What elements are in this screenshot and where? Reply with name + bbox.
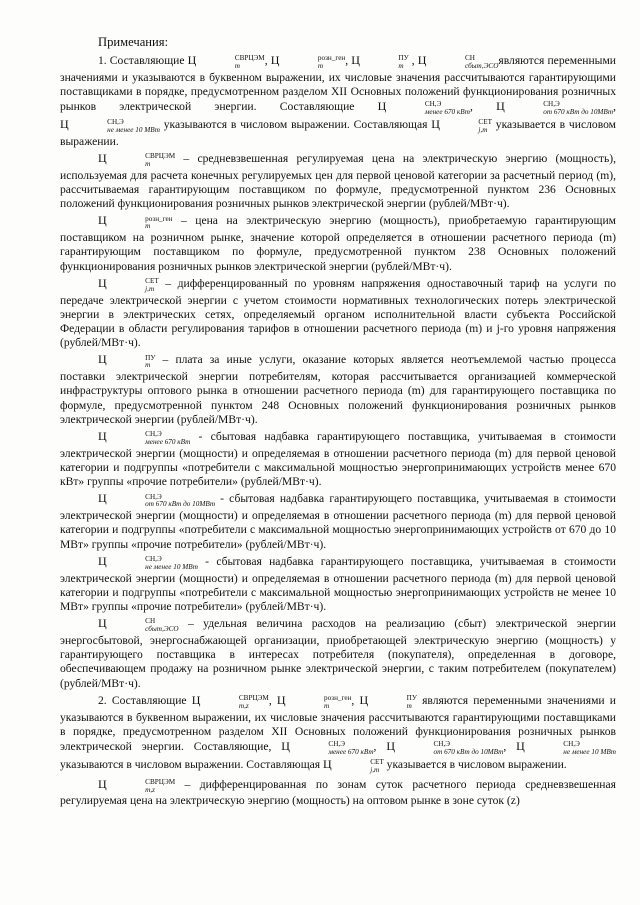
symbol-base: Ц — [270, 53, 280, 67]
formula-symbol — [98, 275, 159, 293]
symbol-base: Ц — [323, 756, 332, 771]
formula-symbol — [98, 553, 198, 571]
symbol-superscript: СН,Э — [145, 430, 162, 439]
symbol-base: Ц — [187, 53, 197, 67]
symbol-subscript: не менее 10 МВт — [107, 126, 160, 134]
formula-symbol — [281, 739, 374, 757]
formula-symbol — [377, 99, 470, 117]
symbol-subscript: m — [324, 701, 330, 710]
symbol-base: Ц — [377, 99, 387, 114]
symbol-superscript: СН,Э — [328, 740, 345, 749]
paragraph-text: являются переменными значениями и указываются в буквенном выражении, их числовые значения рассчитываются гарантирующими поставщиками в порядке, предусмотренном разделом XII Основных положений функционирования розничных рынков электрической энергии. Составляющие, — [60, 693, 616, 754]
symbol-subscript: m — [406, 701, 412, 710]
formula-symbol — [187, 53, 265, 70]
paragraph-text: 2. Составляющие — [98, 693, 192, 707]
paragraph-text: указывается в числовом выражении. — [60, 118, 617, 148]
paragraph-text: , — [469, 100, 497, 114]
symbol-subscript: менее 670 кВт — [145, 438, 191, 447]
symbol-base: Ц — [351, 53, 360, 67]
paragraph-text: , — [351, 693, 360, 707]
paragraph-text: , — [345, 54, 352, 67]
paragraph-text: – дифференцированная по зонам суток расчетного периода средневзвешенная регулируемая цена на электрическую энергию (мощность) на оптовом рынке в зоне суток (z) — [60, 777, 616, 808]
symbol-subscript: менее 670 кВт — [328, 748, 374, 757]
symbol-subscript: не менее 10 МВт — [145, 562, 198, 571]
symbol-subscript: сбыт,ЭСО — [464, 62, 499, 70]
symbol-base: Ц — [281, 739, 290, 754]
paragraph-text: – плата за иные услуги, оказание которых является неотъемлемой частью процесса поставки электрической энергии потребителям, которая рассчитывается организацией коммерческой инфраструктуры оптового рынка в отношении расчетного периода (m) для гарантирующего поставщика по формуле, предусмотренной пунктом 248 Основных положений функционирования розничных рынков электрической энергии (рублей/МВт·ч). — [60, 353, 616, 426]
symbol-subscript: m — [145, 160, 151, 168]
formula-symbol — [98, 776, 176, 794]
paragraph-text: – средневзвешенная регулируемая цена на электрическую энергию (мощность), используемая для расчета конечных регулируемых цен для первой ценовой категории за расчетный период (m), рассчитываемая гарантирующим поставщиком по формуле, предусмотренной пунктом 236 Основных положений функционирования розничных рынков электрической энергии (рублей/МВт·ч). — [60, 152, 616, 211]
formula-symbol — [323, 756, 384, 774]
symbol-superscript: СЕТ — [370, 758, 384, 767]
paragraph-text: - сбытовая надбавка гарантирующего поставщика, учитываемая в стоимости электрической энергии (мощности) и определяемая в отношении расчетного периода (m) для первой ценовой категории и подгруппы «потребители с максимальной мощностью энергопринимающих устройств от 670 до 10 МВт» группы «прочие потребители» (рублей/МВт·ч). — [60, 492, 616, 551]
symbol-base: Ц — [191, 692, 201, 707]
symbol-subscript: m,z — [238, 701, 249, 710]
paragraph-text: – цена на электрическую энергию (мощность), приобретаемую гарантирующим поставщиком на розничном рынке, значение которой определяется в отношении расчетного периода (m) гарантирующим поставщиком по формуле, предусмотренной пунктом 238 Основных положений функционирования розничных рынков электрической энергии (рублей/МВт·ч). — [60, 214, 616, 273]
symbol-superscript: СН,Э — [424, 100, 442, 109]
note-paragraph — [60, 429, 616, 489]
symbol-subscript: не менее 10 МВт — [563, 748, 616, 757]
symbol-base: Ц — [98, 352, 107, 367]
symbol-superscript: ПУ — [398, 54, 409, 63]
formula-symbol — [60, 117, 160, 134]
symbol-superscript: СН,Э — [433, 740, 451, 749]
note-paragraph — [60, 777, 616, 809]
symbol-subscript: j,m — [478, 126, 488, 134]
paragraph-text: 1. Составляющие — [98, 54, 188, 67]
symbol-superscript: СН,Э — [543, 100, 560, 109]
symbol-base: Ц — [417, 53, 427, 67]
formula-symbol — [431, 117, 492, 134]
paragraph-text: , — [264, 54, 271, 67]
symbol-subscript: m — [145, 361, 151, 370]
paragraph-text: - сбытовая надбавка гарантирующего поставщика, учитываемая в стоимости электрической энергии (мощности) и определяемая в отношении расчетного периода (m) для первой ценовой категории и подгруппы «потребители с максимальной мощностью энергопринимающих устройств не менее 10 МВт» группы «прочие потребители» (рублей/МВт·ч). — [60, 554, 616, 614]
symbol-subscript: сбыт,ЭСО — [145, 625, 179, 634]
symbol-subscript: от 670 кВт до 10МВт — [433, 748, 504, 757]
symbol-superscript: розн_ген — [145, 214, 173, 223]
symbol-superscript: ПУ — [145, 353, 156, 362]
note-paragraph — [60, 213, 616, 273]
symbol-superscript: ПУ — [406, 694, 417, 703]
symbol-subscript: m — [317, 62, 324, 70]
symbol-subscript: j,m — [145, 284, 155, 293]
paragraph-text: , — [408, 54, 418, 67]
note-paragraph — [60, 53, 616, 149]
formula-symbol — [386, 739, 504, 757]
paragraph-text: , — [613, 100, 616, 114]
formula-symbol — [98, 213, 173, 231]
formula-symbol — [98, 151, 176, 168]
symbol-base: Ц — [98, 275, 107, 290]
symbol-base: Ц — [386, 739, 395, 754]
symbol-subscript: m,z — [145, 785, 155, 794]
paragraph-text: – удельная величина расходов на реализацию (сбыт) электрической энергии энергосбытовой, энергоснабжающей организации, приобретающей электрическую энергию (мощность) у гарантирующего поставщика в интересах потребителя (покупателя), определенная в договоре, обеспечивающем продажу на розничном рынке электрической энергии, с таким потребителем (покупателем) (рублей/МВт·ч). — [60, 617, 616, 690]
note-paragraph — [60, 352, 616, 427]
paragraph-text: являются переменными значениями и указываются в буквенном выражении, их числовые значения рассчитываются гарантирующими поставщиками в порядке, предусмотренном разделом XII Основных положений функционирования розничных рынков электрической энергии. Составляющие — [60, 54, 616, 114]
symbol-subscript: m — [398, 62, 404, 70]
notes-body — [60, 53, 616, 809]
symbol-superscript: СН,Э — [563, 740, 580, 749]
symbol-subscript: от 670 кВт до 10МВт — [543, 108, 614, 117]
formula-symbol — [98, 352, 156, 370]
symbol-superscript: СН,Э — [107, 118, 124, 127]
symbol-superscript: СВРЦЭМ — [145, 777, 176, 786]
note-paragraph — [60, 616, 616, 691]
symbol-superscript: СЕТ — [478, 118, 492, 127]
symbol-superscript: СН — [464, 54, 475, 63]
paragraph-text: указывается в числовом выражении. — [383, 757, 567, 771]
symbol-subscript: от 670 кВт до 10МВт — [145, 500, 216, 509]
symbol-base: Ц — [98, 776, 107, 791]
formula-symbol — [270, 53, 346, 70]
symbol-superscript: СН,Э — [145, 492, 162, 501]
note-paragraph — [60, 693, 616, 775]
symbol-base: Ц — [98, 491, 107, 506]
paragraph-text: - сбытовая надбавка гарантирующего поставщика, учитываемая в стоимости электрической энергии (мощности) и определяемая в отношении расчетного периода (m) для первой ценовой категории и подгруппы «потребители с максимальной мощностью энергопринимающих устройств менее 670 кВт» группы «прочие потребители» (рублей/МВт·ч). — [60, 430, 616, 489]
symbol-superscript: СВРЦЭМ — [145, 152, 176, 161]
symbol-base: Ц — [431, 117, 440, 131]
symbol-subscript: m — [234, 62, 240, 70]
symbol-base: Ц — [516, 739, 525, 754]
symbol-base: Ц — [60, 117, 69, 131]
symbol-subscript: менее 670 кВт — [424, 108, 470, 117]
symbol-base: Ц — [98, 151, 107, 165]
symbol-base: Ц — [98, 616, 107, 631]
formula-symbol — [359, 692, 417, 710]
symbol-superscript: розн_ген — [317, 54, 346, 63]
symbol-base: Ц — [98, 553, 107, 568]
symbol-subscript: m — [145, 222, 151, 231]
paragraph-text: , — [268, 693, 277, 707]
note-paragraph — [60, 276, 616, 351]
formula-symbol — [191, 692, 269, 710]
symbol-superscript: СН — [145, 617, 156, 626]
symbol-superscript: СЕТ — [145, 277, 159, 286]
formula-symbol — [351, 53, 409, 70]
formula-symbol — [98, 429, 191, 447]
symbol-base: Ц — [276, 692, 286, 707]
note-paragraph — [60, 491, 616, 551]
paragraph-text: указываются в числовом выражении. Составляющая — [60, 757, 324, 771]
symbol-superscript: СВРЦЭМ — [234, 54, 265, 63]
formula-symbol — [98, 491, 216, 509]
notes-heading: Примечания: — [98, 35, 169, 49]
formula-symbol — [417, 53, 499, 70]
symbol-superscript: СВРЦЭМ — [238, 694, 269, 703]
symbol-superscript: СН,Э — [145, 555, 162, 564]
symbol-base: Ц — [98, 429, 107, 444]
formula-symbol — [496, 99, 614, 117]
notes-section — [60, 34, 616, 809]
formula-symbol — [98, 616, 179, 634]
symbol-base: Ц — [359, 692, 369, 707]
paragraph-text: указываются в числовом выражении. Составляющая — [159, 118, 432, 131]
note-paragraph — [60, 151, 616, 211]
formula-symbol — [516, 739, 616, 757]
paragraph-text: , — [503, 740, 517, 754]
note-paragraph — [60, 554, 616, 614]
symbol-base: Ц — [496, 99, 505, 114]
paragraph-text: , — [373, 740, 387, 754]
paragraph-text: – дифференцированный по уровням напряжения одноставочный тариф на услуги по передаче электрической энергии с учетом стоимости нормативных технологических потерь электрической энергии в электрических сетях, определяемый органом исполнительной власти субъекта Российской Федерации в области регулирования тарифов в отношении расчетного периода (m) и j-го уровня напряжения (рублей/МВт·ч). — [60, 276, 616, 350]
symbol-superscript: розн_ген — [324, 694, 352, 703]
symbol-subscript: j,m — [370, 765, 380, 774]
symbol-base: Ц — [98, 213, 107, 228]
formula-symbol — [276, 692, 352, 710]
